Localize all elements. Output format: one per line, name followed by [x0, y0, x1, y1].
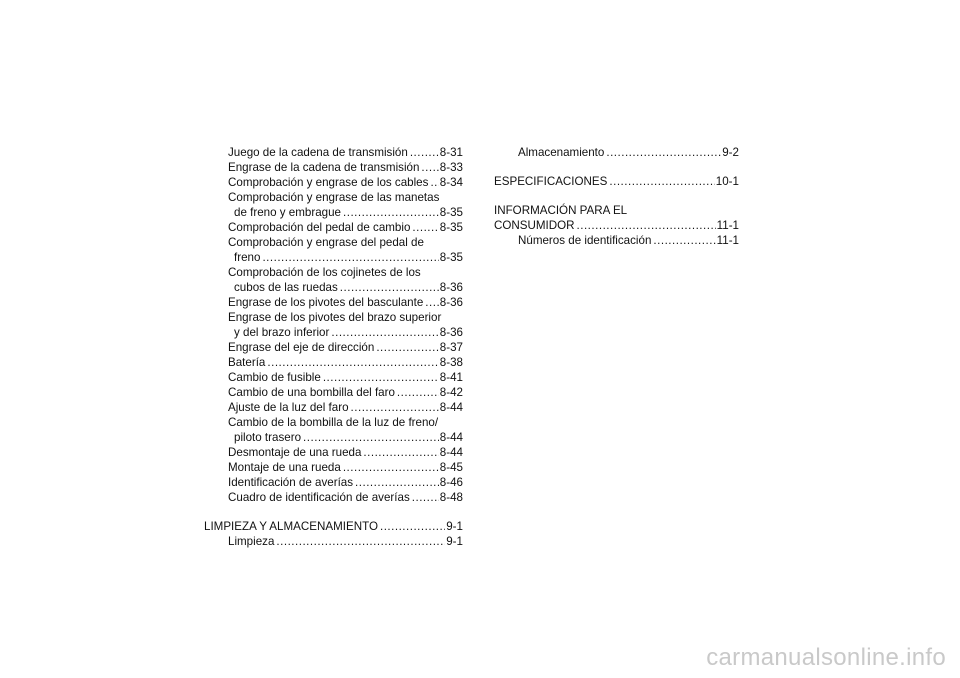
toc-page-number: 8-34 — [439, 176, 463, 189]
toc-entry-label: Juego de la cadena de transmisión — [228, 146, 408, 159]
toc-entry-label: Engrase del eje de dirección — [228, 341, 375, 354]
toc-entry[interactable] — [204, 385, 463, 400]
toc-dot-leader — [606, 145, 721, 160]
toc-entry-label: Cambio de una bombilla del faro — [228, 386, 395, 399]
toc-page-number: 8-36 — [439, 296, 463, 309]
toc-entry[interactable] — [494, 233, 739, 248]
toc-entry[interactable] — [204, 325, 463, 340]
toc-page-number: 8-44 — [439, 446, 463, 459]
toc-page-number: 8-35 — [439, 221, 463, 234]
toc-entry-label: Números de identificación — [518, 234, 652, 247]
toc-page-number: 8-36 — [439, 326, 463, 339]
toc-entry[interactable] — [204, 460, 463, 475]
toc-dot-leader — [425, 295, 438, 310]
toc-entry[interactable] — [204, 220, 463, 235]
toc-page-number: 8-37 — [439, 341, 463, 354]
toc-entry-label: Almacenamiento — [518, 146, 605, 159]
toc-entry-label: Engrase de los pivotes del basculante — [228, 296, 424, 309]
toc-entry[interactable] — [204, 175, 463, 190]
toc-page-number: 8-44 — [439, 431, 463, 444]
toc-dot-leader — [343, 205, 439, 220]
toc-page-number: 8-38 — [439, 356, 463, 369]
toc-dot-leader — [609, 174, 714, 189]
toc-dot-leader — [577, 218, 716, 233]
toc-page-number: 8-36 — [439, 281, 463, 294]
toc-entry[interactable] — [494, 145, 739, 160]
toc-entry-label: Comprobación y engrase de los cables — [228, 176, 429, 189]
toc-entry-label: Batería — [228, 356, 266, 369]
toc-entry[interactable] — [204, 340, 463, 355]
toc-entry[interactable] — [204, 445, 463, 460]
toc-entry-label: Identificación de averías — [228, 476, 354, 489]
toc-page-number: 9-1 — [446, 535, 463, 548]
toc-chapter-label: CONSUMIDOR — [494, 219, 575, 232]
toc-dot-leader — [412, 220, 438, 235]
toc-entry[interactable] — [204, 250, 463, 265]
toc-dot-leader — [412, 490, 439, 505]
toc-dot-leader — [276, 534, 445, 549]
toc-entry[interactable] — [204, 295, 463, 310]
toc-dot-leader — [351, 400, 439, 415]
toc-chapter-entry[interactable] — [494, 218, 739, 233]
toc-entry-label: y del brazo inferior — [234, 326, 330, 339]
toc-dot-leader — [430, 175, 438, 190]
toc-entry[interactable] — [204, 475, 463, 490]
toc-spacer — [494, 160, 739, 174]
toc-entry-label: de freno y embrague — [234, 206, 341, 219]
toc-dot-leader — [331, 325, 438, 340]
toc-entry[interactable] — [204, 205, 463, 220]
toc-chapter-label: ESPECIFICACIONES — [494, 175, 608, 188]
toc-entry-first-line: Cambio de la bombilla de la luz de freno/ — [228, 416, 439, 429]
toc-dot-leader — [363, 445, 438, 460]
toc-entry[interactable] — [204, 160, 463, 175]
toc-page-number: 11-1 — [716, 219, 739, 232]
toc-dot-leader — [397, 385, 439, 400]
toc-entry-label: Limpieza — [228, 535, 275, 548]
toc-spacer — [494, 189, 739, 203]
toc-dot-leader — [303, 430, 439, 445]
toc-dot-leader — [410, 145, 439, 160]
toc-dot-leader — [653, 233, 715, 248]
toc-entry-label: Ajuste de la luz del faro — [228, 401, 349, 414]
toc-dot-leader — [340, 280, 439, 295]
toc-page-number: 8-35 — [439, 206, 463, 219]
toc-entry-label: piloto trasero — [234, 431, 302, 444]
toc-dot-leader — [380, 519, 445, 534]
toc-dot-leader — [343, 460, 439, 475]
toc-entry-label: Engrase de la cadena de transmisión — [228, 161, 420, 174]
toc-chapter-entry[interactable] — [494, 174, 739, 189]
toc-entry-label: Comprobación del pedal de cambio — [228, 221, 411, 234]
toc-entry-first-line: Comprobación y engrase de las manetas — [228, 191, 440, 204]
toc-entry-label: Montaje de una rueda — [228, 461, 341, 474]
toc-entry[interactable] — [204, 400, 463, 415]
toc-entry-first-line: Engrase de los pivotes del brazo superior — [228, 311, 442, 324]
toc-entry[interactable] — [204, 355, 463, 370]
toc-page-number: 8-42 — [439, 386, 463, 399]
toc-page-number: 8-35 — [439, 251, 463, 264]
toc-page-number: 8-46 — [439, 476, 463, 489]
toc-page-number: 8-41 — [439, 371, 463, 384]
toc-entry[interactable] — [204, 534, 463, 549]
toc-dot-leader — [376, 340, 438, 355]
toc-page-number: 11-1 — [716, 234, 739, 247]
toc-page-number: 9-2 — [722, 146, 739, 159]
toc-chapter-first-line: INFORMACIÓN PARA EL — [494, 204, 628, 217]
toc-entry-label: Desmontaje de una rueda — [228, 446, 362, 459]
toc-dot-leader — [323, 370, 439, 385]
toc-dot-leader — [262, 250, 438, 265]
toc-chapter-entry[interactable] — [204, 519, 463, 534]
toc-page-number: 10-1 — [715, 175, 739, 188]
toc-entry-label: Cuadro de identificación de averías — [228, 491, 410, 504]
toc-dot-leader — [355, 475, 439, 490]
toc-entry-first-line: Comprobación de los cojinetes de los — [228, 266, 421, 279]
toc-entry[interactable] — [204, 490, 463, 505]
toc-page-number: 8-45 — [439, 461, 463, 474]
toc-entry[interactable] — [204, 145, 463, 160]
toc-entry[interactable] — [204, 430, 463, 445]
toc-right-column — [494, 145, 739, 248]
toc-spacer — [204, 505, 463, 519]
toc-entry-label: Cambio de fusible — [228, 371, 321, 384]
toc-page-number: 8-44 — [439, 401, 463, 414]
toc-page-number: 8-33 — [439, 161, 463, 174]
toc-left-column — [204, 145, 463, 549]
toc-entry[interactable] — [204, 280, 463, 295]
toc-dot-leader — [267, 355, 438, 370]
toc-page-number: 8-48 — [439, 491, 463, 504]
toc-page-number: 9-1 — [446, 520, 463, 533]
toc-dot-leader — [421, 160, 438, 175]
watermark-text: carmanualsonline.info — [706, 644, 946, 671]
toc-page-number: 8-31 — [439, 146, 463, 159]
toc-entry[interactable] — [204, 370, 463, 385]
toc-entry-label: cubos de las ruedas — [234, 281, 338, 294]
toc-chapter-label: LIMPIEZA Y ALMACENAMIENTO — [204, 520, 378, 533]
toc-entry-first-line: Comprobación y engrase del pedal de — [228, 236, 424, 249]
toc-entry-label: freno — [234, 251, 261, 264]
